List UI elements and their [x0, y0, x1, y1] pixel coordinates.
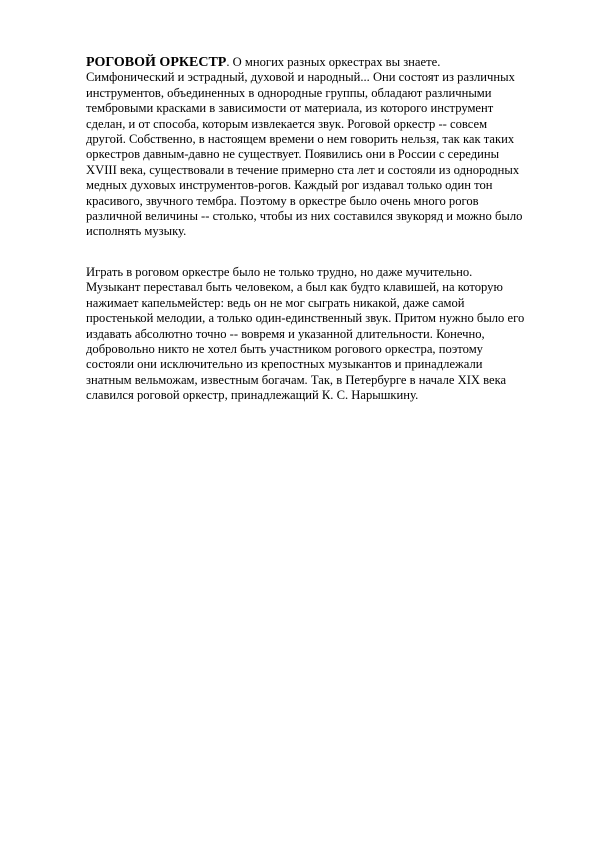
- text-line: Музыкант переставал быть человеком, а был как будто клавишей, на которую: [86, 280, 503, 295]
- text-line: исполнять музыку.: [86, 224, 187, 239]
- text-line: издавать абсолютно точно -- вовремя и указанной длительности. Конечно,: [86, 326, 485, 341]
- text-line: славился роговой оркестр, принадлежащий К. С. Нарышкину.: [86, 388, 419, 403]
- text-line: добровольно никто не хотел быть участником рогового оркестра, поэтому: [86, 341, 483, 356]
- text-line: различной величины -- столько, чтобы из них составился звукоряд и можно было: [86, 208, 523, 223]
- paragraph-1: [86, 55, 546, 240]
- document-heading: РОГОВОЙ ОРКЕСТР: [86, 55, 227, 70]
- text-line: XVIII века, существовали в течение примерно ста лет и состояли из однородных: [86, 162, 520, 177]
- text-line: состояли они исключительно из крепостных музыкантов и принадлежали: [86, 357, 483, 372]
- paragraph-2: [86, 265, 546, 404]
- text-line: другой. Собственно, в настоящем времени о нем говорить нельзя, так как таких: [86, 131, 515, 146]
- text-line: нажимает капельмейстер: ведь он не мог сыграть никакой, даже самой: [86, 295, 465, 310]
- text-line: красивого, звучного тембра. Поэтому в оркестре было очень много рогов: [86, 193, 479, 208]
- text-line: инструментов, объединенных в однородные группы, обладают различными: [86, 85, 492, 100]
- text-line: медных духовых инструментов-рогов. Каждый рог издавал только один тон: [86, 178, 493, 193]
- text-line: сделан, и от способа, которым извлекается звук. Роговой оркестр -- совсем: [86, 116, 488, 131]
- paragraph-1-first-line-text: . О многих разных оркестрах вы знаете.: [226, 55, 441, 69]
- text-line: оркестров давным-давно не существует. Появились они в России с середины: [86, 147, 500, 162]
- text-line: Играть в роговом оркестре было не только трудно, но даже мучительно.: [86, 265, 473, 279]
- text-line: Симфонический и эстрадный, духовой и народный... Они состоят из различных: [86, 70, 515, 85]
- text-line: тембровыми красками в зависимости от материала, из которого инструмент: [86, 101, 494, 116]
- paragraph-1-first-line: [86, 55, 546, 70]
- text-line: простенькой мелодии, а только один-единственный звук. Притом нужно было его: [86, 311, 525, 326]
- text-line: знатным вельможам, известным богачам. Так, в Петербурге в начале XIX века: [86, 372, 507, 387]
